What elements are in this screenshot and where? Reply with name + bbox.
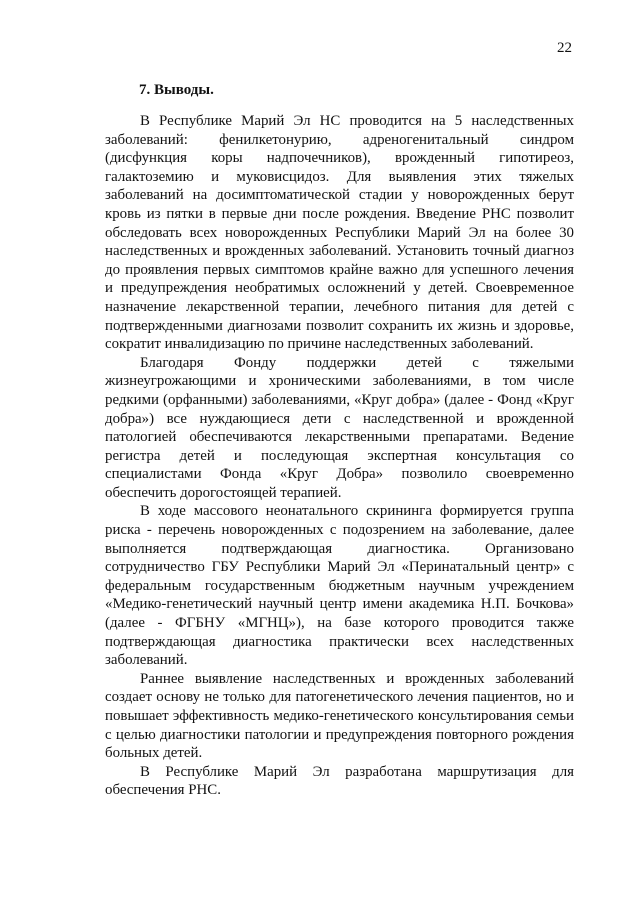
section-heading: 7. Выводы. bbox=[139, 82, 214, 98]
paragraph-5: В Республике Марий Эл разработана маршрутизация для обеспечения РНС. bbox=[105, 763, 574, 799]
paragraph-1: В Республике Марий Эл НС проводится на 5 наследственных заболеваний: фенилкетонурию, адреногенитальный синдром (дисфункция коры надпочечников), врожденный гипотиреоз, галактоземию и муковисцидоз. Для выявления этих тяжелых заболеваний на досимптоматической стадии у новорожденных берут кровь из пятки в первые дни после рождения. Введение РНС позволит обследовать всех новорожденных Республики Марий Эл на более 30 наследственных и врожденных заболеваний. Установить точный диагноз до проявления первых симптомов крайне важно для успешного лечения и предупреждения необратимых осложнений у детей. Своевременное назначение лекарственной терапии, лечебного питания для детей с подтвержденными диагнозами позволит сохранить их жизнь и здоровье, сократит инвалидизацию по причине наследственных заболеваний. bbox=[105, 113, 574, 353]
paragraph-2: Благодаря Фонду поддержки детей с тяжелыми жизнеугрожающими и хроническими заболеваниями, в том числе редкими (орфанными) заболеваниями, «Круг добра» (далее - Фонд «Круг добра») все нуждающиеся дети с наследственной и врожденной патологией обеспечиваются лекарственными препаратами. Ведение регистра детей и последующая экспертная консультация со специалистами Фонда «Круг Добра» позволило своевременно обеспечить дорогостоящей терапией. bbox=[105, 354, 574, 501]
page-number: 22 bbox=[557, 40, 572, 56]
paragraph-3: В ходе массового неонатального скрининга формируется группа риска - перечень новорожденных с подозрением на заболевание, далее выполняется подтверждающая диагностика. Организовано сотрудничество ГБУ Республики Марий Эл «Перинатальный центр» с федеральным государственным бюджетным научным учреждением «Медико-генетический научный центр имени академика Н.П. Бочкова» (далее - ФГБНУ «МГНЦ»), на базе которого проводится также подтверждающая диагностика практически всех наследственных заболеваний. bbox=[105, 503, 574, 669]
paragraph-4: Раннее выявление наследственных и врожденных заболеваний создает основу не только для патогенетического лечения пациентов, но и повышает эффективность медико-генетического консультирования семьи с целью диагностики патологии и предупреждения повторного рождения больных детей. bbox=[105, 670, 574, 762]
document-body bbox=[105, 112, 574, 800]
